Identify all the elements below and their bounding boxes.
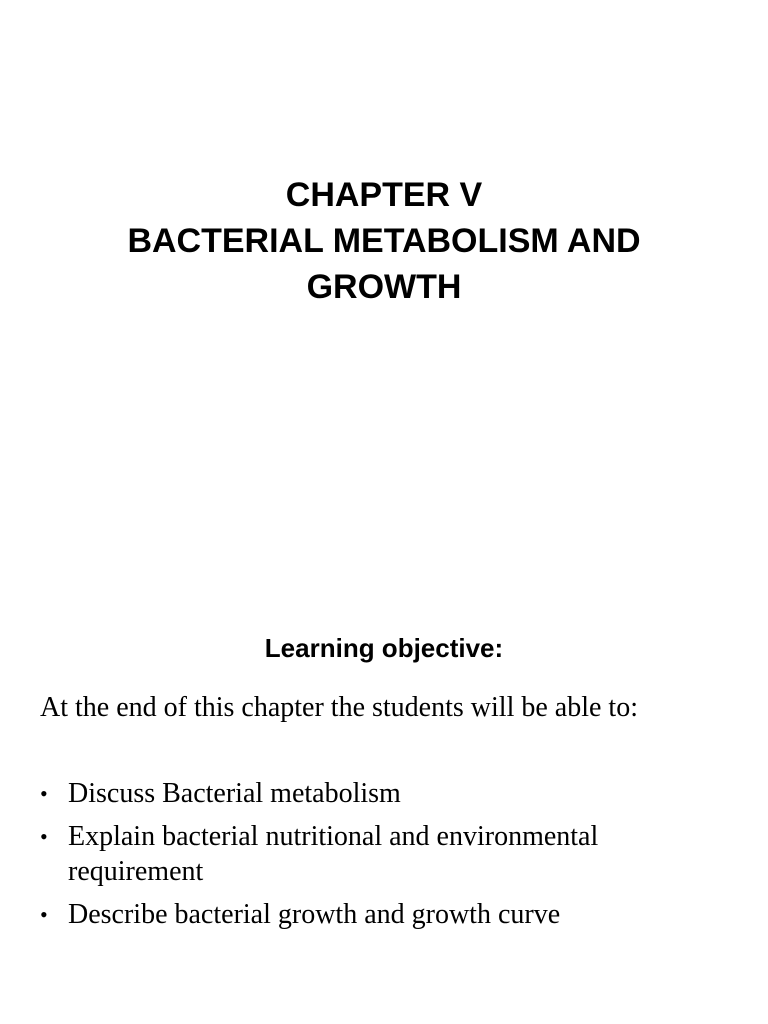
bullet-icon: •	[40, 902, 48, 927]
objective-text: Discuss Bacterial metabolism	[68, 778, 401, 809]
chapter-title-line-1: BACTERIAL METABOLISM AND	[127, 222, 641, 260]
learning-objective-heading: Learning objective:	[264, 633, 504, 663]
objective-text: Describe bacterial growth and growth curve	[68, 899, 561, 930]
list-item	[40, 897, 680, 932]
bullet-icon: •	[40, 824, 48, 849]
chapter-number: CHAPTER V	[285, 176, 483, 214]
list-item	[40, 776, 680, 811]
chapter-title	[0, 172, 768, 310]
learning-objective-intro: At the end of this chapter the students will be able to:	[40, 692, 638, 723]
learning-objective-list	[40, 776, 680, 940]
list-item	[40, 819, 680, 889]
chapter-title-line-2: GROWTH	[306, 268, 462, 306]
objective-text: Explain bacterial nutritional and environmental requirement	[68, 821, 599, 887]
bullet-icon: •	[40, 781, 48, 806]
